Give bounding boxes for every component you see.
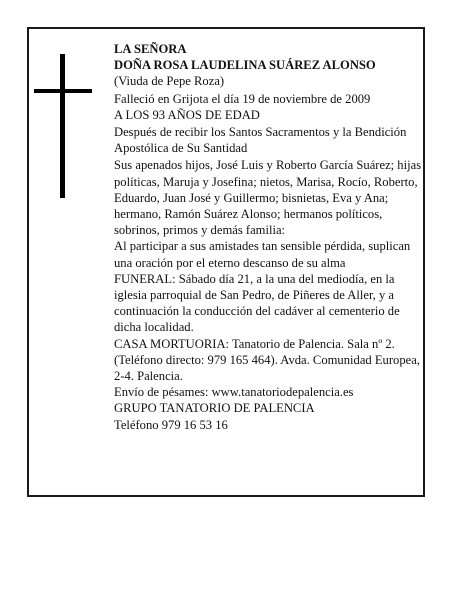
request-text: Al participar a sus amistades tan sensible pérdida, suplican una oración por el eterno descanso de su alma bbox=[114, 239, 411, 270]
family-text: Sus apenados hijos, José Luis y Roberto García Suárez; hijas políticas, Maruja y Josefina; nietos, Marisa, Rocío, Roberto, Eduardo, Juan José y Guillermo; bisnietas, Eva y Ana; hermano, Ramón Suárez Alonso; hermanos políticos, sobrinos, primos y demás familia: bbox=[114, 158, 422, 238]
funeral-home-text: CASA MORTUORIA: Tanatorio de Palencia. Sala nº 2. (Teléfono directo: 979 165 464). Avda. Comunidad Europea, 2-4. Palencia. bbox=[114, 336, 420, 384]
deceased-name: DOÑA ROSA LAUDELINA SUÁREZ ALONSO bbox=[114, 58, 376, 73]
condolences-text: Envío de pésames: www.tanatoriodepalencia.es bbox=[114, 385, 354, 400]
subtitle: (Viuda de Pepe Roza) bbox=[114, 74, 225, 89]
cross-vertical-bar bbox=[60, 54, 65, 198]
obituary-text bbox=[114, 41, 424, 433]
cross-horizontal-bar bbox=[34, 89, 92, 93]
company-name: GRUPO TANATORIO DE PALENCIA bbox=[114, 401, 315, 416]
heading-line: LA SEÑORA bbox=[114, 42, 187, 56]
age-line: A LOS 93 AÑOS DE EDAD bbox=[114, 107, 260, 122]
funeral-text: FUNERAL: Sábado día 21, a la una del mediodía, en la iglesia parroquial de San Pedro, de Piñeres de Aller, y a continuación la conducción del cadáver al cementerio de dicha localidad. bbox=[114, 271, 400, 335]
sacraments-text: Después de recibir los Santos Sacramentos y la Bendición Apostólica de Su Santidad bbox=[114, 125, 407, 156]
phone-line: Teléfono 979 16 53 16 bbox=[114, 417, 228, 432]
cross-icon bbox=[34, 54, 92, 198]
death-info: Falleció en Grijota el día 19 de noviembre de 2009 bbox=[114, 91, 371, 106]
